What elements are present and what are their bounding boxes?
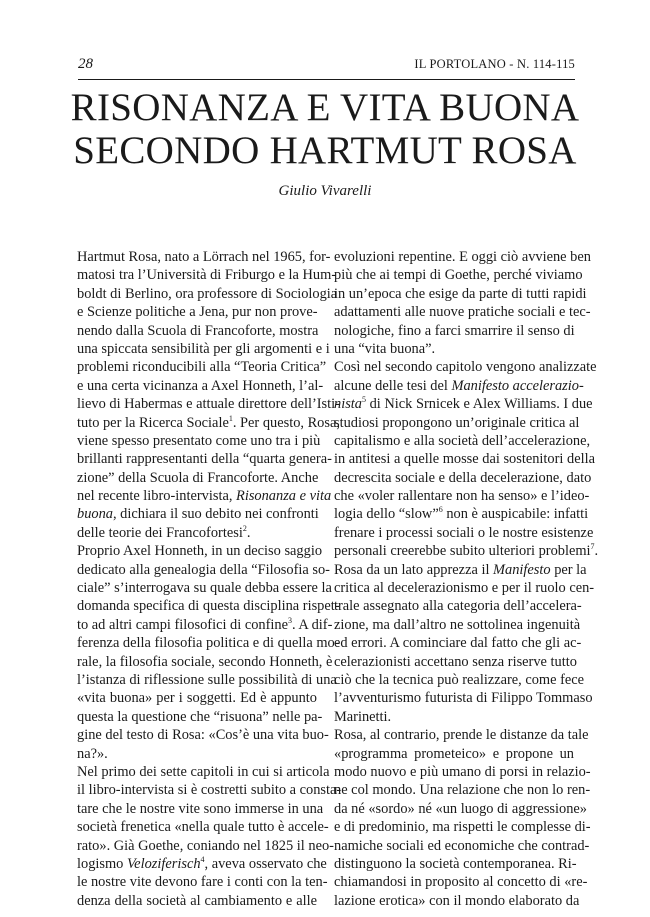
text-run: rale, la filosofia sociale, secondo Honneth, è bbox=[77, 653, 333, 670]
text-line bbox=[334, 818, 591, 836]
text-line bbox=[77, 395, 340, 413]
text-run: personali creerebbe subito ulteriori problemi bbox=[334, 543, 591, 560]
text-line bbox=[334, 873, 588, 891]
text-line bbox=[77, 837, 334, 855]
text-line bbox=[77, 671, 337, 689]
text-run: alcune delle tesi del bbox=[334, 377, 452, 394]
text-run: trale assegnato alla categoria dell’accelera- bbox=[334, 598, 582, 615]
text-line bbox=[77, 763, 330, 781]
text-run: Così nel secondo capitolo vengono analizzate bbox=[334, 359, 597, 376]
text-run: tuto per la Ricerca Sociale bbox=[77, 414, 229, 431]
text-run: chiamandosi in proposito al concetto di «re- bbox=[334, 874, 588, 891]
text-run: in un’epoca che esige da parte di tutti rapidi bbox=[334, 285, 587, 302]
text-run: modo nuovo e più umano di porsi in relazio- bbox=[334, 763, 591, 780]
page-number: 28 bbox=[78, 56, 93, 72]
text-run: questa la questione che “risuona” nelle pa- bbox=[77, 708, 323, 725]
text-run: ciale” s’interrogava su quale debba essere la bbox=[77, 580, 332, 597]
text-line bbox=[334, 450, 595, 468]
text-line bbox=[77, 248, 331, 266]
text-run: il libro-intervista si è costretti subito a consta- bbox=[77, 782, 342, 799]
text-line bbox=[334, 487, 590, 505]
text-run: rato». Già Goethe, coniando nel 1825 il neo- bbox=[77, 837, 334, 854]
text-run: Rosa, al contrario, prende le distanze da tale bbox=[334, 727, 589, 744]
italic-text: Manifesto bbox=[493, 561, 551, 578]
text-line bbox=[334, 303, 591, 321]
text-run: per la bbox=[550, 561, 587, 578]
text-line bbox=[77, 450, 332, 468]
text-line bbox=[334, 322, 574, 340]
text-run: in antitesi a quelle mosse dai sostenitori della bbox=[334, 451, 595, 468]
text-run: , dichiara il suo debito nei confronti bbox=[112, 506, 319, 523]
text-line bbox=[77, 505, 317, 523]
text-line bbox=[77, 745, 317, 763]
text-line bbox=[334, 597, 582, 615]
text-line bbox=[77, 487, 332, 505]
text-run: «programma prometeico» e propone un bbox=[334, 745, 574, 762]
text-line bbox=[77, 303, 317, 321]
italic-text: Manifesto accelerazio- bbox=[451, 377, 584, 394]
text-run: boldt di Berlino, ora professore di Sociologia bbox=[77, 285, 338, 302]
text-run: Rosa da un lato apprezza il bbox=[334, 561, 494, 578]
text-run: domanda specifica di questa disciplina rispet- bbox=[77, 598, 340, 615]
text-run: da né «sordo» né «un luogo di aggressione» bbox=[334, 800, 587, 817]
text-line bbox=[334, 671, 585, 689]
text-line bbox=[334, 745, 574, 763]
text-run: , aveva osservato che bbox=[204, 855, 327, 872]
text-line bbox=[334, 358, 597, 376]
text-run: gine del testo di Rosa: «Cos’è una vita buo- bbox=[77, 727, 329, 744]
text-line bbox=[334, 561, 587, 579]
text-line bbox=[334, 708, 574, 726]
text-line bbox=[77, 432, 321, 450]
italic-text: Risonanza e vita bbox=[236, 488, 332, 505]
text-run: di Nick Srnicek e Alex Williams bbox=[366, 396, 557, 413]
text-run: celerazionisti accettano senza riserve tutto bbox=[334, 653, 577, 670]
text-line bbox=[334, 285, 587, 303]
text-run: . bbox=[594, 543, 599, 560]
text-run: . A dif- bbox=[292, 616, 333, 633]
text-run: tare che le nostre vite sono immerse in una bbox=[77, 800, 324, 817]
text-line bbox=[334, 469, 592, 487]
text-run: ne col mondo. Una relazione che non lo ren- bbox=[334, 782, 591, 799]
text-run: nologiche, fino a farci smarrire il senso di bbox=[334, 322, 575, 339]
text-run: nendo dalla Scuola di Francoforte, mostra bbox=[77, 322, 319, 339]
text-run: l’istanza di riflessione sulle possibilità di una bbox=[77, 671, 337, 688]
text-run: zione, ma dall’altro ne sottolinea ingenuità bbox=[334, 616, 581, 633]
text-line bbox=[77, 873, 328, 891]
text-run: studiosi propongono un’originale critica al bbox=[334, 414, 580, 431]
text-run: critica al decelerazionismo e per il ruolo cen- bbox=[334, 580, 595, 597]
text-line bbox=[77, 285, 338, 303]
italic-text: nista bbox=[334, 396, 362, 413]
text-run: evoluzioni repentine. E oggi ciò avviene ben bbox=[334, 249, 591, 265]
text-line bbox=[334, 689, 593, 707]
title-line-1: RISONANZA E VITA BUONA bbox=[70, 86, 580, 129]
footnote-ref: 6 bbox=[438, 505, 443, 515]
text-run: Nel primo dei sette capitoli in cui si articola bbox=[77, 763, 330, 780]
text-line bbox=[334, 505, 589, 523]
text-line bbox=[77, 469, 317, 487]
text-run: più che ai tempi di Goethe, perché viviamo bbox=[334, 267, 583, 284]
text-run: una “vita buona”. bbox=[334, 340, 436, 357]
text-run: «vita buona» per i soggetti. Ed è appunto bbox=[77, 690, 317, 707]
text-run: società frenetica «nella quale tutto è accele- bbox=[77, 819, 329, 836]
journal-title: IL PORTOLANO - N. 114-115 bbox=[414, 57, 575, 71]
text-line bbox=[77, 818, 329, 836]
text-line bbox=[334, 377, 584, 395]
text-line bbox=[77, 653, 333, 671]
text-line bbox=[77, 322, 317, 340]
footnote-ref: 1 bbox=[228, 413, 233, 423]
text-run: ferenza della filosofia politica e di quella mo- bbox=[77, 635, 340, 652]
text-run: logia dello “slow” bbox=[334, 506, 439, 523]
text-run: . bbox=[246, 524, 251, 541]
text-run: delle teorie dei Francofortesi bbox=[77, 524, 243, 541]
text-run: denza della società al cambiamento e alle bbox=[77, 892, 317, 909]
text-line bbox=[77, 726, 329, 744]
text-line bbox=[334, 653, 577, 671]
text-line bbox=[334, 800, 587, 818]
text-run: adattamenti alle nuove pratiche sociali e tec- bbox=[334, 304, 591, 321]
text-line bbox=[77, 266, 337, 284]
text-run: logismo bbox=[77, 855, 127, 872]
text-line bbox=[77, 800, 324, 818]
text-line bbox=[334, 855, 577, 873]
text-run: problemi riconducibili alla “Teoria Critica” bbox=[77, 359, 327, 376]
text-line bbox=[334, 763, 591, 781]
text-run: namiche sociali ed economiche che contrad- bbox=[334, 837, 590, 854]
article-author: Giulio Vivarelli bbox=[278, 183, 372, 199]
text-run: . I due bbox=[556, 396, 593, 413]
text-line bbox=[334, 524, 594, 542]
text-line bbox=[334, 414, 580, 432]
text-line bbox=[77, 542, 323, 560]
footnote-ref: 5 bbox=[362, 395, 366, 405]
running-header bbox=[78, 56, 575, 76]
text-line bbox=[77, 708, 323, 726]
italic-text: Veloziferisch bbox=[126, 855, 201, 872]
text-line bbox=[77, 854, 327, 873]
text-line bbox=[77, 615, 333, 634]
title-line-2: SECONDO HARTMUT ROSA bbox=[73, 129, 577, 172]
left-text-column bbox=[77, 248, 342, 910]
text-line bbox=[334, 340, 574, 358]
text-line bbox=[334, 266, 583, 284]
text-line bbox=[77, 689, 317, 707]
text-run: zione” della Scuola di Francoforte. Anche bbox=[77, 469, 319, 486]
text-line bbox=[334, 634, 582, 652]
text-line bbox=[77, 892, 317, 910]
text-line bbox=[334, 579, 595, 597]
right-text-column bbox=[334, 248, 599, 910]
text-line bbox=[77, 634, 340, 652]
text-run: ed errori. A cominciare dal fatto che gli ac- bbox=[334, 635, 582, 652]
text-line bbox=[77, 340, 330, 358]
footnote-ref: 4 bbox=[200, 854, 205, 864]
text-run: lievo di Habermas e attuale direttore dell’Isti- bbox=[77, 396, 340, 413]
text-run: capitalismo e alla società dell’accelerazione, bbox=[334, 432, 591, 449]
text-run: l’avventurismo futurista di Filippo Tommaso bbox=[334, 690, 593, 707]
text-line bbox=[334, 837, 590, 855]
text-run: Proprio Axel Honneth, in un deciso saggio bbox=[77, 543, 323, 560]
text-line bbox=[77, 781, 342, 799]
text-run: distinguono la società contemporanea. Ri- bbox=[334, 855, 577, 872]
text-run: brillanti rappresentanti della “quarta genera- bbox=[77, 451, 332, 468]
text-line bbox=[334, 542, 599, 560]
text-line bbox=[77, 358, 327, 376]
text-run: una spiccata sensibilità per gli argomenti e i bbox=[77, 340, 330, 357]
text-line bbox=[334, 432, 591, 450]
text-line bbox=[77, 377, 324, 395]
text-run: Hartmut Rosa, nato a Lörrach nel 1965, for- bbox=[77, 249, 331, 265]
text-run: matosi tra l’Università di Friburgo e la Hum- bbox=[77, 267, 337, 284]
text-run: to ad altri campi filosofici di confine bbox=[77, 616, 288, 633]
text-line bbox=[77, 413, 340, 432]
text-run: nel recente libro-intervista, bbox=[77, 488, 237, 505]
text-line bbox=[334, 781, 591, 799]
text-run: dedicato alla genealogia della “Filosofia so- bbox=[77, 561, 330, 578]
text-run: e Scienze politiche a Jena, pur non prove- bbox=[77, 304, 318, 321]
text-run: . Per questo, Rosa, bbox=[232, 414, 340, 431]
footnote-ref: 2 bbox=[242, 523, 247, 533]
text-run: e di predominio, ma rispetti le complesse di- bbox=[334, 819, 591, 836]
article-title bbox=[0, 86, 650, 172]
text-line bbox=[334, 395, 593, 413]
text-run: ciò che la tecnica può realizzare, come fece bbox=[334, 671, 585, 688]
header-rule bbox=[78, 79, 575, 80]
text-run: frenare i processi sociali o le nostre esistenze bbox=[334, 524, 594, 541]
text-run: non è auspicabile: infatti bbox=[442, 506, 589, 523]
text-line bbox=[77, 524, 317, 542]
text-run: Marinetti. bbox=[334, 708, 392, 725]
text-line bbox=[334, 616, 581, 634]
text-line bbox=[77, 579, 332, 597]
text-run: le nostre vite devono fare i conti con la ten- bbox=[77, 874, 328, 891]
text-run: che «voler rallentare non ha senso» e l’ideo- bbox=[334, 488, 590, 505]
text-run: viene spesso presentato come uno tra i più bbox=[77, 432, 321, 449]
text-run: e una certa vicinanza a Axel Honneth, l’al- bbox=[77, 377, 324, 394]
text-line bbox=[334, 726, 589, 744]
text-line bbox=[334, 892, 580, 910]
text-run: na?». bbox=[77, 745, 108, 762]
footnote-ref: 3 bbox=[288, 615, 292, 625]
italic-text: buona bbox=[77, 506, 113, 523]
footnote-ref: 7 bbox=[590, 542, 595, 552]
text-line bbox=[77, 561, 330, 579]
text-run: decrescita sociale e della decelerazione, dato bbox=[334, 469, 592, 486]
text-line bbox=[77, 597, 340, 615]
text-run: lazione erotica» con il mondo elaborato da bbox=[334, 892, 580, 909]
text-line bbox=[334, 248, 591, 266]
